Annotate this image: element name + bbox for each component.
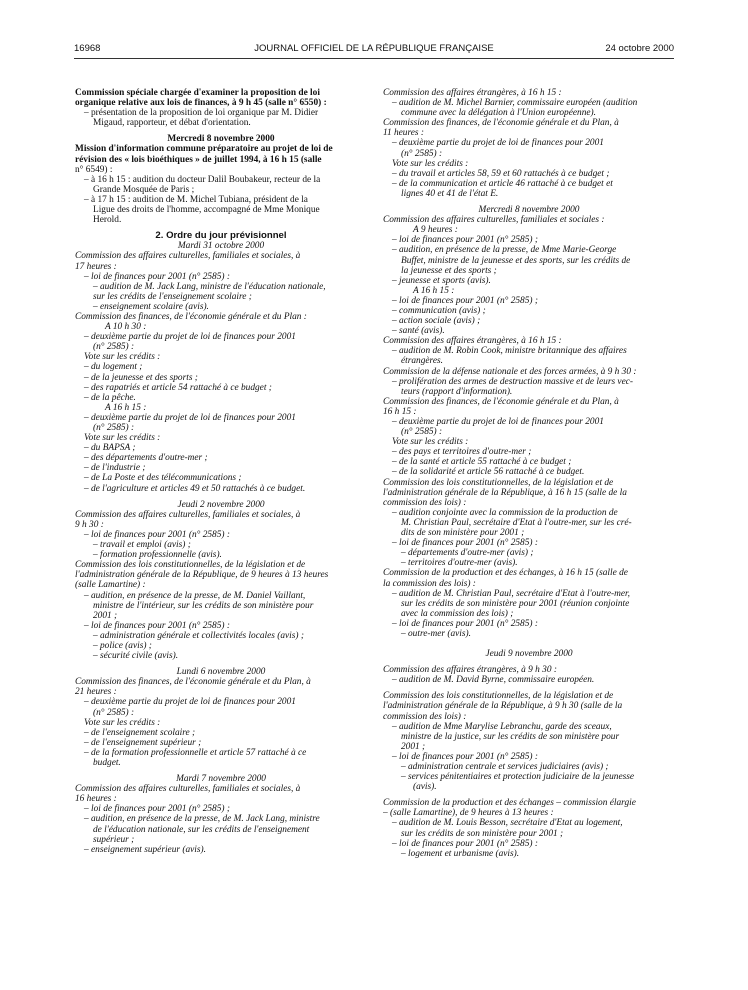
text-line: Commission des affaires étrangères, à 16 h 15 : <box>383 88 562 98</box>
text-line: – de la santé et article 55 rattaché à ce budget ; <box>392 457 572 468</box>
text-line: A 16 h 15 : <box>105 402 147 413</box>
text-line: – audition de M. Louis Besson, secrétaire d'Etat au logement, <box>392 818 623 829</box>
text-line: – outre-mer (avis). <box>401 628 471 639</box>
text-line: Commission des finances, de l'économie générale et du Plan : <box>75 311 307 322</box>
text-line: ministre de l'intérieur, sur les crédits de son ministère pour <box>93 600 314 611</box>
text-line: – audition, en présence de la presse, de Mme Marie-George <box>392 245 617 256</box>
text-line: dits de son ministère pour 2001 ; <box>401 528 525 539</box>
text-line: – loi de finances pour 2001 (n° 2585) : <box>392 538 538 549</box>
left-column <box>75 88 367 855</box>
text-line: – de la pêche. <box>84 392 136 403</box>
right-column <box>383 88 675 859</box>
text-line: – (salle Lamartine), de 9 heures à 13 heures : <box>383 808 554 819</box>
text-line: – de l'enseignement scolaire ; <box>84 727 196 738</box>
text-line: – police (avis) ; <box>93 640 152 651</box>
text-line: 16 h 15 : <box>383 406 417 417</box>
text-line: Vote sur les crédits : <box>392 158 469 169</box>
text-line: M. Christian Paul, secrétaire d'Etat à l'outre-mer, sur les cré- <box>401 517 632 528</box>
header-rule <box>74 58 674 59</box>
text-line: 11 heures : <box>383 128 424 139</box>
text-line: – logement et urbanisme (avis). <box>401 848 520 859</box>
text-line: – loi de finances pour 2001 (n° 2585) : <box>84 271 230 282</box>
text-line: Commission des finances, de l'économie générale et du Plan, à <box>383 396 619 407</box>
text-line: – audition de Mme Marylise Lebranchu, garde des sceaux, <box>392 721 612 732</box>
text-line: – à 17 h 15 : audition de M. Michel Tubiana, président de la <box>84 194 308 205</box>
text-line: (n° 2585) : <box>93 707 135 718</box>
text-line: – du travail et articles 58, 59 et 60 rattachés à ce budget ; <box>392 168 610 179</box>
text-line: teurs (rapport d'information). <box>401 386 513 397</box>
text-line: Commission de la production et des échanges – commission élargie <box>383 798 636 809</box>
text-line: – loi de finances pour 2001 (n° 2585) : <box>392 751 538 762</box>
text-line: – santé (avis). <box>392 326 445 337</box>
text-line: – de la solidarité et article 56 rattaché à ce budget. <box>392 467 585 478</box>
text-line: – des départements d'outre-mer ; <box>84 453 208 464</box>
text-line: – de La Poste et des télécommunications ; <box>84 473 242 484</box>
text-line: 16 heures : <box>75 794 117 805</box>
text-line: organique relative aux lois de finances, à 9 h 45 (salle n° 6550) : <box>75 98 327 109</box>
text-line: Lundi 6 novembre 2000 <box>176 667 266 678</box>
text-line: – audition de M. Jack Lang, ministre de l'éducation nationale, <box>93 281 326 292</box>
text-line: – du BAPSA ; <box>84 443 136 454</box>
text-line: Mercredi 8 novembre 2000 <box>478 205 580 216</box>
text-line: – présentation de la proposition de loi organique par M. Didier <box>84 108 319 119</box>
text-line: sur les crédits de son ministère pour 2001 (réunion conjointe <box>401 598 630 609</box>
text-line: Vote sur les crédits : <box>84 352 161 363</box>
text-line: de l'éducation nationale, sur les crédits de l'enseignement <box>93 824 310 835</box>
text-line: Commission des finances, de l'économie générale et du Plan, à <box>75 677 311 688</box>
text-line: – des rapatriés et article 54 rattaché à ce budget ; <box>84 382 272 393</box>
text-line: – deuxième partie du projet de loi de finances pour 2001 <box>392 138 604 149</box>
text-line: – deuxième partie du projet de loi de finances pour 2001 <box>84 412 296 423</box>
text-line: Commission de la production et des échanges, à 16 h 15 (salle de <box>383 568 628 579</box>
text-line: – loi de finances pour 2001 (n° 2585) : <box>392 838 538 849</box>
text-line: (n° 2585) : <box>401 427 443 438</box>
text-line: – formation professionnelle (avis). <box>93 550 222 561</box>
text-line: Jeudi 9 novembre 2000 <box>485 649 573 660</box>
text-line: l'administration générale de la République, à 9 h 30 (salle de la <box>383 701 623 712</box>
text-line: ministre de la justice, sur les crédits de son ministère pour <box>401 731 620 742</box>
text-line: avec la commission des lois) ; <box>401 608 514 619</box>
text-line: Commission de la défense nationale et des forces armées, à 9 h 30 : <box>383 366 637 377</box>
text-line: – de la communication et article 46 rattaché à ce budget et <box>392 178 613 189</box>
text-line: Mardi 31 octobre 2000 <box>177 241 265 252</box>
text-line: – de l'industrie ; <box>84 463 146 474</box>
text-line: Mardi 7 novembre 2000 <box>176 774 266 785</box>
text-line: n° 6549) : <box>75 164 113 175</box>
text-line: – administration centrale et services judiciaires (avis) ; <box>401 762 609 772</box>
text-line: – départements d'outre-mer (avis) ; <box>401 548 534 559</box>
page-number: 16968 <box>74 43 101 54</box>
text-line: – administration générale et collectivités locales (avis) ; <box>93 630 304 641</box>
text-line: 2. Ordre du jour prévisionnel <box>155 231 287 242</box>
text-line: A 16 h 15 : <box>413 285 455 296</box>
text-line: Herold. <box>93 215 122 226</box>
text-line: 17 heures : <box>75 261 117 272</box>
text-line: – audition conjointe avec la commission de la production de <box>392 507 618 518</box>
text-line: Commission spéciale chargée d'examiner la proposition de loi <box>75 88 320 98</box>
text-line: (avis). <box>413 782 437 793</box>
text-line: commission des lois) : <box>383 711 467 722</box>
text-line: commission des lois) : <box>383 497 467 508</box>
text-line: – de la formation professionnelle et article 57 rattaché à ce <box>84 747 307 758</box>
text-line: étrangères. <box>401 356 443 367</box>
text-line: la commission des lois) : <box>383 578 476 589</box>
text-line: Commission des affaires culturelles, familiales et sociales, à <box>75 509 301 520</box>
text-line: (n° 2585) : <box>401 148 443 159</box>
text-line: 2001 ; <box>93 610 118 621</box>
text-line: supérieur ; <box>93 834 135 845</box>
text-line: – loi de finances pour 2001 (n° 2585) : <box>392 618 538 629</box>
text-line: l'administration générale de la République, de 9 heures à 13 heures <box>75 570 329 581</box>
text-line: sur les crédits de son ministère pour 2001 ; <box>401 828 564 839</box>
text-line: – deuxième partie du projet de loi de finances pour 2001 <box>84 332 296 343</box>
text-line: Vote sur les crédits : <box>392 437 469 448</box>
text-line: – audition de M. Christian Paul, secrétaire d'Etat à l'outre-mer, <box>392 588 630 599</box>
text-line: – de la jeunesse et des sports ; <box>84 372 198 383</box>
text-line: – des pays et territoires d'outre-mer ; <box>392 447 532 458</box>
text-line: A 10 h 30 : <box>105 322 147 333</box>
text-line: A 9 heures : <box>413 225 458 236</box>
text-line: – audition, en présence de la presse, de M. Jack Lang, ministre <box>84 814 320 825</box>
text-line: sur les crédits de l'enseignement scolaire ; <box>93 291 252 302</box>
text-line: – jeunesse et sports (avis). <box>392 275 491 286</box>
text-line: – enseignement supérieur (avis). <box>84 844 206 855</box>
text-line: Buffet, ministre de la jeunesse et des sports, sur les crédits de <box>401 255 631 266</box>
page-header <box>74 43 674 57</box>
text-line: 21 heures : <box>75 687 117 698</box>
text-line: Jeudi 2 novembre 2000 <box>177 499 265 510</box>
text-line: lignes 40 et 41 de l'état E. <box>401 188 499 199</box>
text-line: commune avec la délégation à l'Union européenne). <box>401 108 596 119</box>
text-line: – enseignement scolaire (avis). <box>93 301 209 312</box>
text-line: Commission des affaires culturelles, familiales et sociales : <box>383 215 605 226</box>
text-line: – de l'agriculture et articles 49 et 50 rattachés à ce budget. <box>84 483 306 494</box>
text-line: Commission des affaires culturelles, familiales et sociales, à <box>75 251 301 262</box>
text-line: Commission des affaires étrangères, à 9 h 30 : <box>383 665 557 676</box>
text-line: révision des « lois bioéthiques » de juillet 1994, à 16 h 15 (salle <box>75 154 322 165</box>
text-line: Ligue des droits de l'homme, accompagné de Mme Monique <box>93 205 320 216</box>
text-line: – deuxième partie du projet de loi de finances pour 2001 <box>84 697 296 708</box>
text-line: – deuxième partie du projet de loi de finances pour 2001 <box>392 417 604 427</box>
text-line: – loi de finances pour 2001 (n° 2585) ; <box>392 295 538 306</box>
text-line: – audition de M. Michel Barnier, commissaire européen (audition <box>392 98 638 109</box>
text-line: – loi de finances pour 2001 (n° 2585) : <box>84 529 230 540</box>
text-line: – de l'enseignement supérieur ; <box>84 737 202 748</box>
text-line: – prolifération des armes de destruction massive et de leurs vec- <box>392 376 633 387</box>
journal-title: JOURNAL OFFICIEL DE LA RÉPUBLIQUE FRANÇAISE <box>254 43 494 54</box>
text-line: Commission des lois constitutionnelles, de la législation et de <box>75 560 306 571</box>
text-line: – services pénitentiaires et protection judiciaire de la jeunesse <box>401 772 635 783</box>
text-line: 2001 ; <box>401 741 426 752</box>
text-line: la jeunesse et des sports ; <box>401 265 497 276</box>
text-line: – audition de M. Robin Cook, ministre britannique des affaires <box>392 346 627 357</box>
text-line: Commission des lois constitutionnelles, de la législation et de <box>383 691 614 702</box>
text-line: l'administration générale de la République, à 16 h 15 (salle de la <box>383 487 627 498</box>
text-line: – travail et emploi (avis) ; <box>93 540 191 551</box>
text-line: – audition, en présence de la presse, de M. Daniel Vaillant, <box>84 590 306 601</box>
text-line: Grande Mosquée de Paris ; <box>93 184 195 195</box>
text-line: 9 h 30 : <box>75 519 104 530</box>
text-line: (n° 2585) : <box>93 423 135 433</box>
text-line: Commission des finances, de l'économie générale et du Plan, à <box>383 118 619 129</box>
text-line: budget. <box>93 758 121 768</box>
text-line: – loi de finances pour 2001 (n° 2585) : <box>84 620 230 631</box>
text-line: Vote sur les crédits : <box>84 433 161 444</box>
text-line: Commission des lois constitutionnelles, de la législation et de <box>383 477 614 488</box>
text-line: – territoires d'outre-mer (avis). <box>401 558 518 569</box>
text-line: Commission des affaires étrangères, à 16 h 15 : <box>383 336 562 347</box>
text-line: Mercredi 8 novembre 2000 <box>167 134 275 145</box>
text-line: Migaud, rapporteur, et débat d'orientation. <box>93 118 251 129</box>
text-line: – audition de M. David Byrne, commissaire européen. <box>392 675 595 686</box>
text-line: – action sociale (avis) ; <box>392 316 481 327</box>
text-line: – sécurité civile (avis). <box>93 651 179 662</box>
text-line: (n° 2585) : <box>93 342 135 353</box>
text-line: – du logement ; <box>84 362 143 373</box>
text-line: – communication (avis) ; <box>392 305 486 316</box>
text-line: Vote sur les crédits : <box>84 717 161 728</box>
issue-date: 24 octobre 2000 <box>605 43 674 54</box>
text-line: – loi de finances pour 2001 (n° 2585) ; <box>84 804 230 815</box>
text-line: – loi de finances pour 2001 (n° 2585) ; <box>392 235 538 246</box>
text-line: – à 16 h 15 : audition du docteur Dalil Boubakeur, recteur de la <box>84 174 321 185</box>
text-line: (salle Lamartine) : <box>75 580 146 591</box>
text-line: Commission des affaires culturelles, familiales et sociales, à <box>75 784 301 795</box>
text-line: Mission d'information commune préparatoire au projet de loi de <box>75 144 333 155</box>
